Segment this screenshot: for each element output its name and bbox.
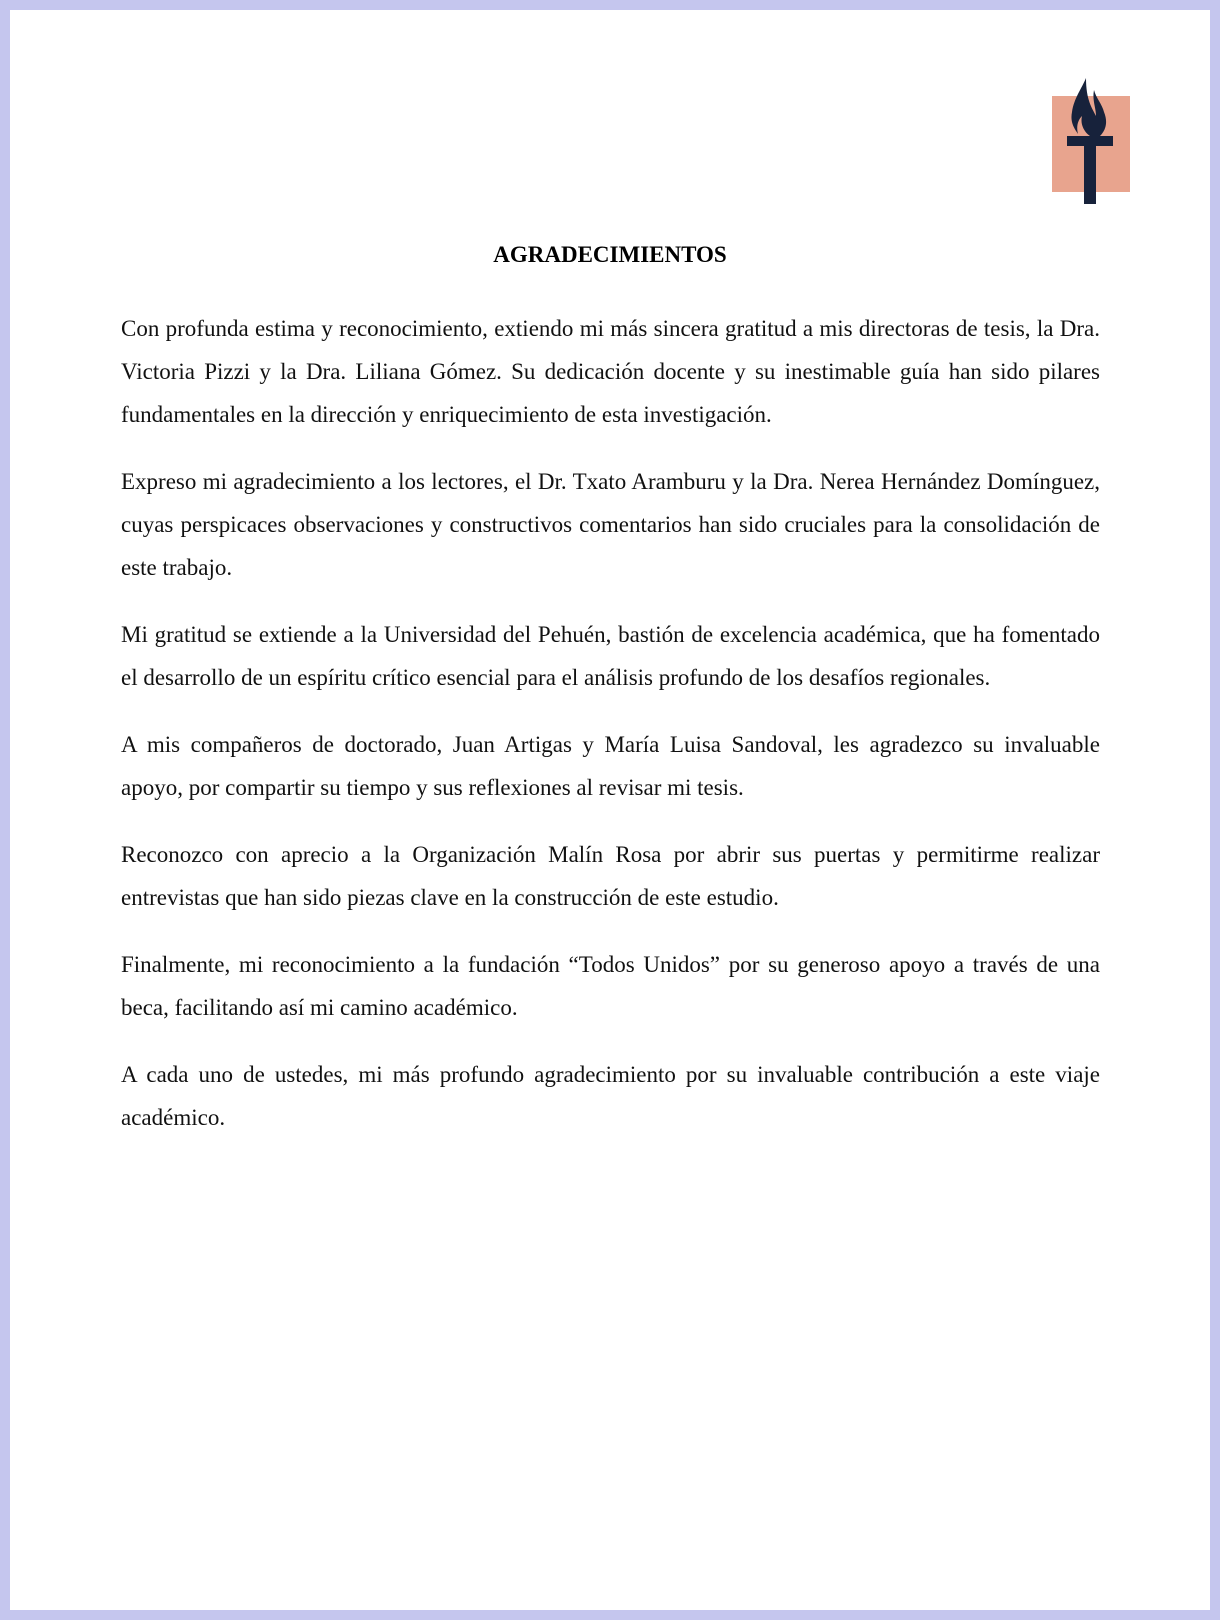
paragraph: Con profunda estima y reconocimiento, extiendo mi más sincera gratitud a mis directoras de tesis, la Dra. Victoria Pizzi y la Dra. Liliana Gómez. Su dedicación docente y su inestimable guía han sido pilares fundamentales en la dirección y enriquecimiento de esta investigación. [121,316,1100,427]
paragraph: Mi gratitud se extiende a la Universidad del Pehuén, bastión de excelencia académica, que ha fomentado el desarrollo de un espíritu crítico esencial para el análisis profundo de los desafíos regionales. [121,622,1100,690]
paragraph: Expreso mi agradecimiento a los lectores, el Dr. Txato Aramburu y la Dra. Nerea Hernández Domínguez, cuyas perspicaces observaciones y constructivos comentarios han sido cruciales para la consolidación de este trabajo. [121,469,1100,580]
paragraph: A mis compañeros de doctorado, Juan Artigas y María Luisa Sandoval, les agradezco su invaluable apoyo, por compartir su tiempo y sus reflexiones al revisar mi tesis. [121,732,1100,800]
page-title: AGRADECIMIENTOS [493,242,727,267]
paragraph: Reconozco con aprecio a la Organización Malín Rosa por abrir sus puertas y permitirme realizar entrevistas que han sido piezas clave en la construcción de este estudio. [121,842,1100,910]
acknowledgements-body [121,307,1100,1163]
paragraph: Finalmente, mi reconocimiento a la fundación “Todos Unidos” por su generoso apoyo a través de una beca, facilitando así mi camino académico. [121,952,1100,1020]
logo [1052,78,1142,208]
document-page [10,10,1210,1610]
torch-icon [1052,78,1142,208]
paragraph: A cada uno de ustedes, mi más profundo agradecimiento por su invaluable contribución a este viaje académico. [121,1062,1100,1130]
